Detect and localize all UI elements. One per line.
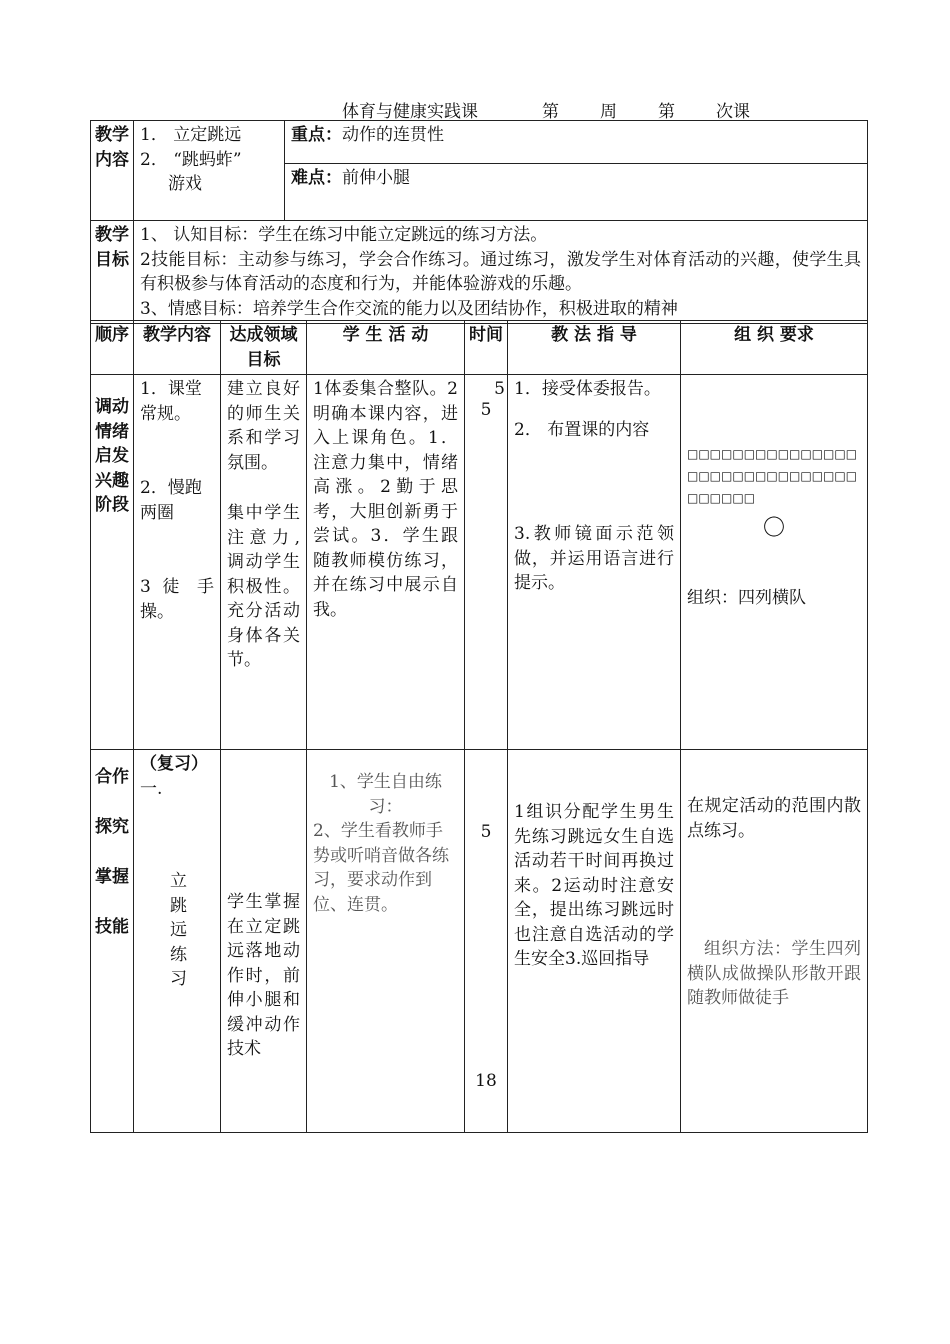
stage1-org-text: 组织：四列横队 [687, 587, 806, 608]
stage2-activities [307, 750, 465, 1133]
stage1-org-placeholder: □□□□□□□□□□□□□□□□□□□□□□□□□□□□□□□□□□□□ [687, 447, 858, 505]
course-title: 体育与健康实践课 [342, 102, 478, 122]
key-point-label: 重点： [291, 125, 342, 145]
stage2-time-a: 5 [480, 822, 492, 842]
stage2-goals-text: 学生掌握在立定跳远落地动作时，前伸小腿和缓冲动作技术 [227, 892, 300, 1059]
stage1-method [508, 375, 681, 750]
col-order: 顺序 [91, 321, 134, 375]
stage1-time [465, 375, 508, 750]
objective-2: 2技能目标：主动参与练习，学会合作练习。通过练习，激发学生对体育活动的兴趣，使学生具有积极参与体育活动的态度和行为，并能体验游戏的乐趣。 [140, 249, 861, 294]
stage2-content [134, 750, 221, 1133]
stage1-content [134, 375, 221, 750]
stage1-time-a: 5 [494, 379, 505, 399]
difficulty-cell [285, 164, 868, 221]
stage2-goals [221, 750, 307, 1133]
col-goals: 达成领域目标 [221, 321, 307, 375]
stage1-content-2: 2．慢跑两圈 [140, 478, 202, 523]
stage1-method-2: 2． 布置课的内容 [514, 419, 650, 440]
stage2-org-b: 组织方法：学生四列横队成做操队形散开跟随教师做徒手 [687, 939, 861, 1008]
col-content: 教学内容 [134, 321, 221, 375]
objective-1: 1、 认知目标：学生在练习中能立定跳远的练习方法。 [140, 225, 548, 245]
col-method: 教 法 指 导 [508, 321, 681, 375]
session-label: 第 [658, 102, 675, 122]
stage1-method-1: 1．接受体委报告。 [514, 379, 661, 399]
table-row [91, 750, 868, 1133]
content-item-2: 2． “跳蚂蚱” [140, 149, 242, 170]
week-unit: 周 [600, 102, 617, 122]
stage1-method-3: 3.教师镜面示范领做，并运用语言进行提示。 [514, 524, 674, 593]
stage2-content-b: 一. [140, 778, 163, 799]
col-organization: 组 织 要求 [681, 321, 868, 375]
content-item-3: 游戏 [168, 174, 202, 194]
stage2-content-c: 立跳远练习 [170, 871, 187, 989]
difficulty-label: 难点： [291, 168, 342, 188]
stage2-content-a: （复习） [140, 754, 208, 774]
stage1-content-1: 1．课堂常规。 [140, 379, 202, 424]
stage2-organization [681, 750, 868, 1133]
lesson-info-table [90, 120, 868, 324]
stage2-time-b: 18 [475, 1070, 497, 1091]
lesson-header [0, 97, 950, 121]
stage2-method-text: 1组识分配学生男生先练习跳远女生自选活动若干时间再换过来。2运动时注意安全，提出练习跳远时也注意自选活动的学生安全3.巡回指导 [514, 802, 674, 969]
key-point-text: 动作的连贯性 [342, 125, 444, 145]
week-label: 第 [542, 102, 559, 122]
objective-3: 3、情感目标：培养学生合作交流的能力以及团结协作，积极进取的精神 [140, 298, 678, 319]
stage2-activity-2: 2、学生看教师手势或听哨音做各练习，要求动作到位、连贯。 [313, 821, 449, 915]
stage1-activities: 1体委集合整队。2明确本课内容，进入上课角色。1．注意力集中，情绪高涨。2勤于思考，大胆创新勇于尝试。3．学生跟随教师模仿练习，并在练习中展示自我。 [307, 375, 465, 750]
col-time: 时间 [465, 321, 508, 375]
content-label: 教学内容 [91, 121, 134, 221]
stage1-content-3: 3 徒 手操。 [140, 577, 214, 622]
stage2-activity-1: 1、学生自由练习： [329, 772, 442, 817]
content-item-1: 1． 立定跳远 [140, 125, 242, 145]
stage2-label: 合作探究掌握技能 [91, 750, 134, 1133]
objectives-label: 教学目标 [91, 221, 134, 324]
stage1-label: 调动情绪启发兴趣阶段 [91, 375, 134, 750]
stage1-organization [681, 375, 868, 750]
key-point-cell [285, 121, 868, 164]
lesson-plan-table [90, 320, 868, 1133]
content-items [134, 121, 285, 221]
formation-icon: 〇 [762, 516, 785, 541]
stage1-goals [221, 375, 307, 750]
stage2-time [465, 750, 508, 1133]
difficulty-text: 前伸小腿 [342, 168, 410, 188]
session-unit: 次课 [716, 102, 750, 122]
stage1-time-b: 5 [480, 399, 492, 420]
stage1-goal-2: 集中学生注意力,调动学生积极性。充分活动身体各关节。 [227, 503, 300, 670]
objectives-cell [134, 221, 868, 324]
col-activities: 学 生 活 动 [307, 321, 465, 375]
stage2-method [508, 750, 681, 1133]
stage2-org-a: 在规定活动的范围内散点练习。 [687, 796, 861, 841]
table-row [91, 375, 868, 750]
stage1-goal-1: 建立良好的师生关系和学习氛围。 [227, 379, 300, 473]
